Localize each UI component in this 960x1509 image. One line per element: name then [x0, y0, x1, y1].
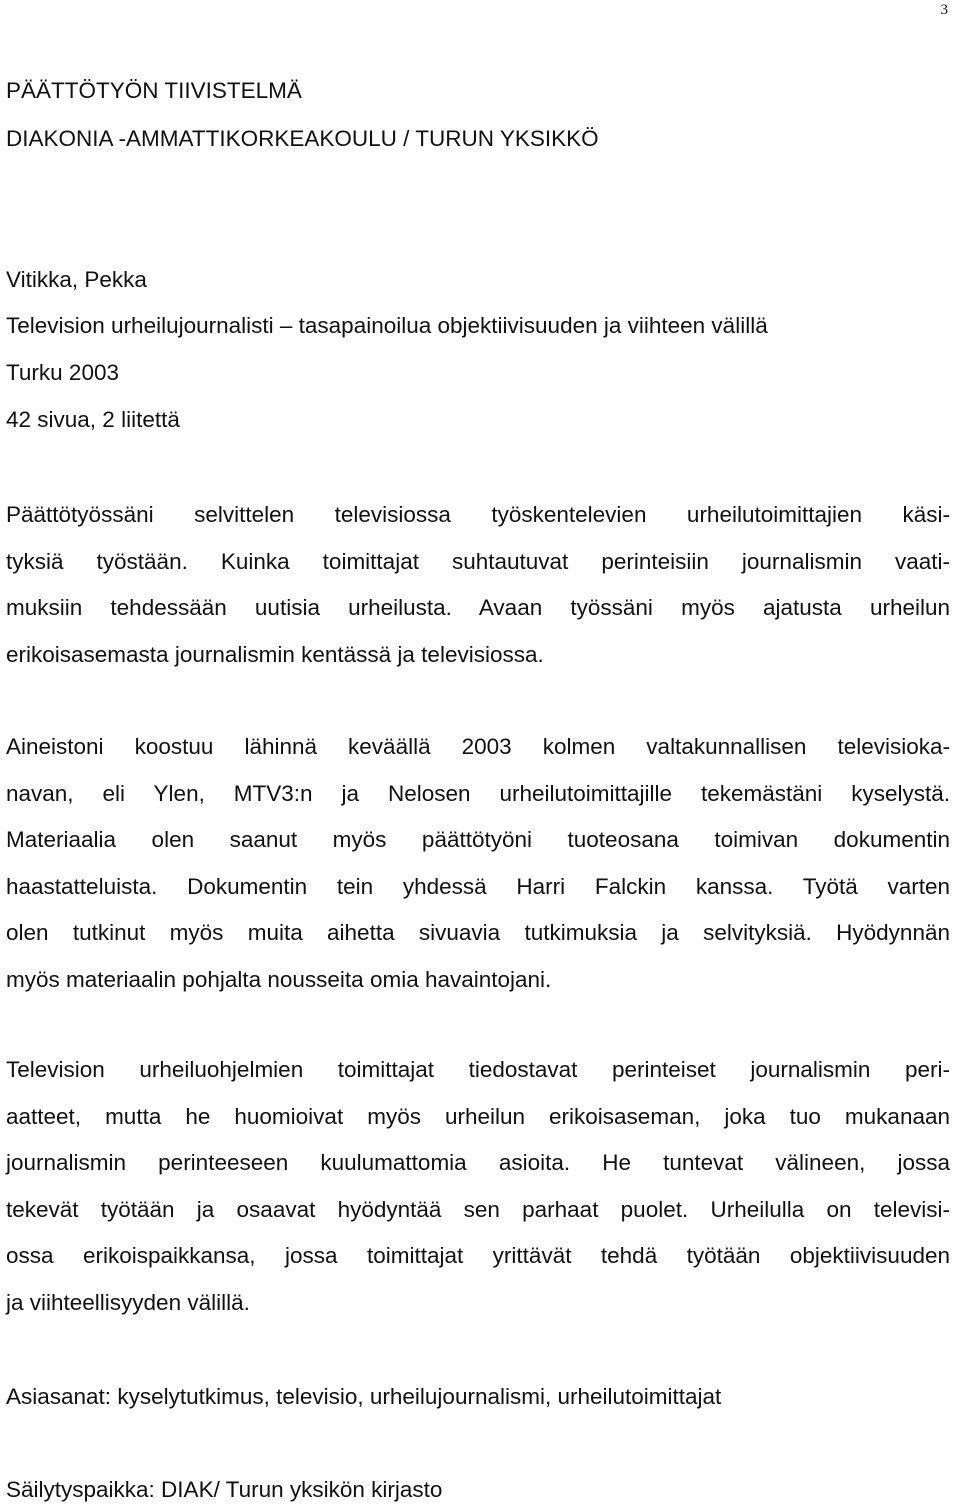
- paragraph-line: journalismin perinteeseen kuulumattomia asioita. He tuntevat välineen, jossa: [6, 1150, 950, 1176]
- paragraph-line: Television urheiluohjelmien toimittajat tiedostavat perinteiset journalismin peri-: [6, 1057, 950, 1082]
- paragraph-line: haastatteluista. Dokumentin tein yhdessä Harri Falckin kanssa. Työtä varten: [6, 873, 950, 899]
- paragraph-line: Materiaalia olen saanut myös päättötyöni tuoteosana toimivan dokumentin: [6, 827, 950, 853]
- place-year: Turku 2003: [6, 360, 119, 385]
- page-number: 3: [940, 2, 948, 18]
- paragraph-line: myös materiaalin pohjalta nousseita omia havaintojani.: [6, 966, 552, 992]
- paragraph-line: olen tutkinut myös muita aihetta sivuavia tutkimuksia ja selvityksiä. Hyödynnän: [6, 920, 950, 946]
- paragraph-line: Päättötyössäni selvittelen televisiossa työskentelevien urheilutoimittajien käsi-: [6, 502, 950, 527]
- paragraph-line: erikoisasemasta journalismin kentässä ja televisiossa.: [6, 641, 544, 667]
- abstract-paragraph-2: [6, 724, 950, 1004]
- paragraph-line: tekevät työtään ja osaavat hyödyntää sen parhaat puolet. Urheilulla on televisi-: [6, 1196, 950, 1222]
- paragraph-line: muksiin tehdessään uutisia urheilusta. Avaan työssäni myös ajatusta urheilun: [6, 595, 950, 621]
- abstract-paragraph-1: [6, 492, 950, 678]
- keywords: Asiasanat: kyselytutkimus, televisio, urheilujournalismi, urheilutoimittajat: [6, 1384, 722, 1409]
- paragraph-line: ossa erikoispaikkansa, jossa toimittajat yrittävät tehdä työtään objektiivisuuden: [6, 1243, 950, 1269]
- work-title: Television urheilujournalisti – tasapainoilua objektiivisuuden ja viihteen välillä: [6, 313, 768, 338]
- institution-name: DIAKONIA -AMMATTIKORKEAKOULU / TURUN YKSIKKÖ: [6, 126, 599, 151]
- abstract-heading: PÄÄTTÖTYÖN TIIVISTELMÄ: [6, 78, 302, 103]
- paragraph-line: tyksiä työstään. Kuinka toimittajat suhtautuvat perinteisiin journalismin vaati-: [6, 548, 950, 574]
- storage-location: Säilytyspaikka: DIAK/ Turun yksikön kirjasto: [6, 1477, 443, 1502]
- author-name: Vitikka, Pekka: [6, 267, 147, 292]
- paragraph-line: ja viihteellisyyden välillä.: [6, 1289, 250, 1315]
- abstract-paragraph-3: [6, 1047, 950, 1327]
- paragraph-line: Aineistoni koostuu lähinnä keväällä 2003 kolmen valtakunnallisen televisioka-: [6, 734, 950, 759]
- page-count: 42 sivua, 2 liitettä: [6, 407, 180, 432]
- paragraph-line: navan, eli Ylen, MTV3:n ja Nelosen urheilutoimittajille tekemästäni kyselystä.: [6, 780, 950, 806]
- paragraph-line: aatteet, mutta he huomioivat myös urheilun erikoisaseman, joka tuo mukanaan: [6, 1103, 950, 1129]
